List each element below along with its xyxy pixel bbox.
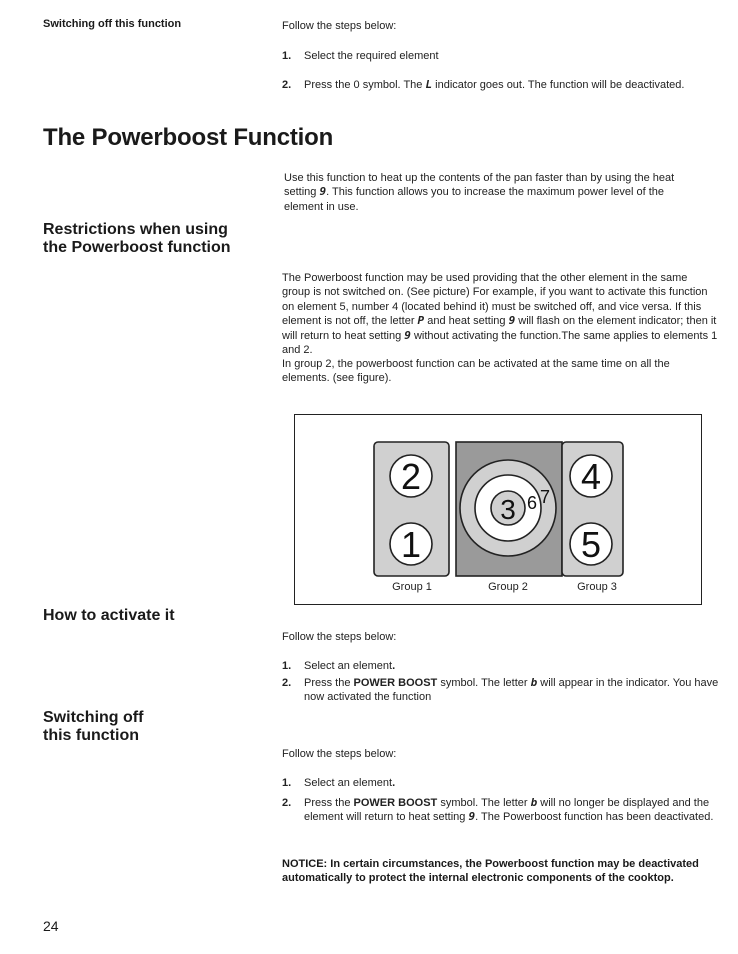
step-text: Select an element. — [304, 660, 396, 672]
page-title: The Powerboost Function — [43, 124, 334, 151]
element-5-label: 5 — [580, 524, 602, 565]
heat-setting-9-symbol: 9 — [404, 328, 411, 342]
power-boost-key-label: POWER BOOST — [353, 797, 438, 809]
notice-text: NOTICE: In certain circumstances, the Powerboost function may be deactivated automatically to protect the internal electronic components of the cooktop. — [282, 858, 699, 885]
step-number: 1. — [282, 50, 292, 62]
switch-off-step-2 — [282, 796, 722, 825]
indicator-symbol-l: L — [425, 78, 433, 91]
element-3-label: 3 — [500, 494, 516, 525]
top-intro: Follow the steps below: — [282, 20, 397, 32]
element-6-label: 6 — [527, 493, 538, 513]
step-text: Press the POWER BOOST symbol. The letter b will appear in the indicator. You have now activated the function — [304, 676, 719, 704]
top-step-1 — [282, 49, 722, 63]
cooktop-figure — [294, 414, 702, 605]
restrictions-paragraph-2: In group 2, the powerboost function can be activated at the same time on all the elements. (see figure). — [282, 358, 670, 385]
top-step-2 — [282, 78, 722, 92]
letter-b-symbol: b — [530, 676, 538, 689]
cooktop-diagram — [295, 415, 701, 604]
letter-b-symbol: b — [530, 796, 538, 809]
activate-step-2 — [282, 676, 722, 705]
restrictions-heading: Restrictions when using the Powerboost function — [43, 221, 231, 256]
activate-step-1 — [282, 659, 722, 673]
power-boost-key-label: POWER BOOST — [353, 677, 438, 689]
heat-setting-9-symbol: 9 — [468, 810, 476, 824]
powerboost-intro: Use this function to heat up the contents of the pan faster than by using the heat setting 9. This function allows you to increase the maximum power level of the element in use. — [284, 172, 675, 213]
step-number: 1. — [282, 660, 292, 672]
group-1-label: Group 1 — [392, 581, 432, 593]
step-text: Select the required element — [304, 50, 439, 62]
restrictions-paragraph: The Powerboost function may be used providing that the other element in the same group is not switched on. (See picture) For example, if you want to activate this function on element 5, number 4 (located behind it) must be switched off, and vice versa. If this element is not off, the letter P and heat setting 9 will flash on the element indicator; then it will return to heat setting 9 without activating the function.The same applies to elements 1 and 2. — [282, 272, 718, 357]
activate-heading: How to activate it — [43, 607, 175, 624]
step-text: Press the 0 symbol. The L indicator goes out. The function will be deactivated. — [304, 78, 685, 91]
element-1-label: 1 — [400, 524, 422, 565]
group-3-label: Group 3 — [577, 581, 617, 593]
element-7-label: 7 — [540, 487, 551, 507]
letter-p-symbol: P — [417, 314, 425, 328]
activate-intro: Follow the steps below: — [282, 631, 397, 643]
switch-off-intro: Follow the steps below: — [282, 748, 397, 760]
step-number: 2. — [282, 797, 292, 809]
group-2-label: Group 2 — [488, 581, 528, 593]
step-number: 1. — [282, 777, 292, 789]
element-2-label: 2 — [400, 456, 422, 497]
page-number: 24 — [43, 918, 59, 934]
step-text: Press the POWER BOOST symbol. The letter b will no longer be displayed and the element will return to heat setting 9. The Powerboost function has been deactivated. — [304, 796, 714, 824]
switch-off-step-1 — [282, 776, 722, 790]
step-number: 2. — [282, 79, 292, 91]
side-heading-switching-off: Switching off this function — [43, 18, 182, 30]
heat-setting-9-symbol: 9 — [508, 314, 516, 328]
heat-setting-9-symbol: 9 — [319, 185, 327, 199]
step-number: 2. — [282, 677, 292, 689]
step-text: Select an element. — [304, 777, 396, 789]
switch-off-heading: Switching off this function — [43, 709, 144, 744]
element-4-label: 4 — [580, 456, 602, 497]
